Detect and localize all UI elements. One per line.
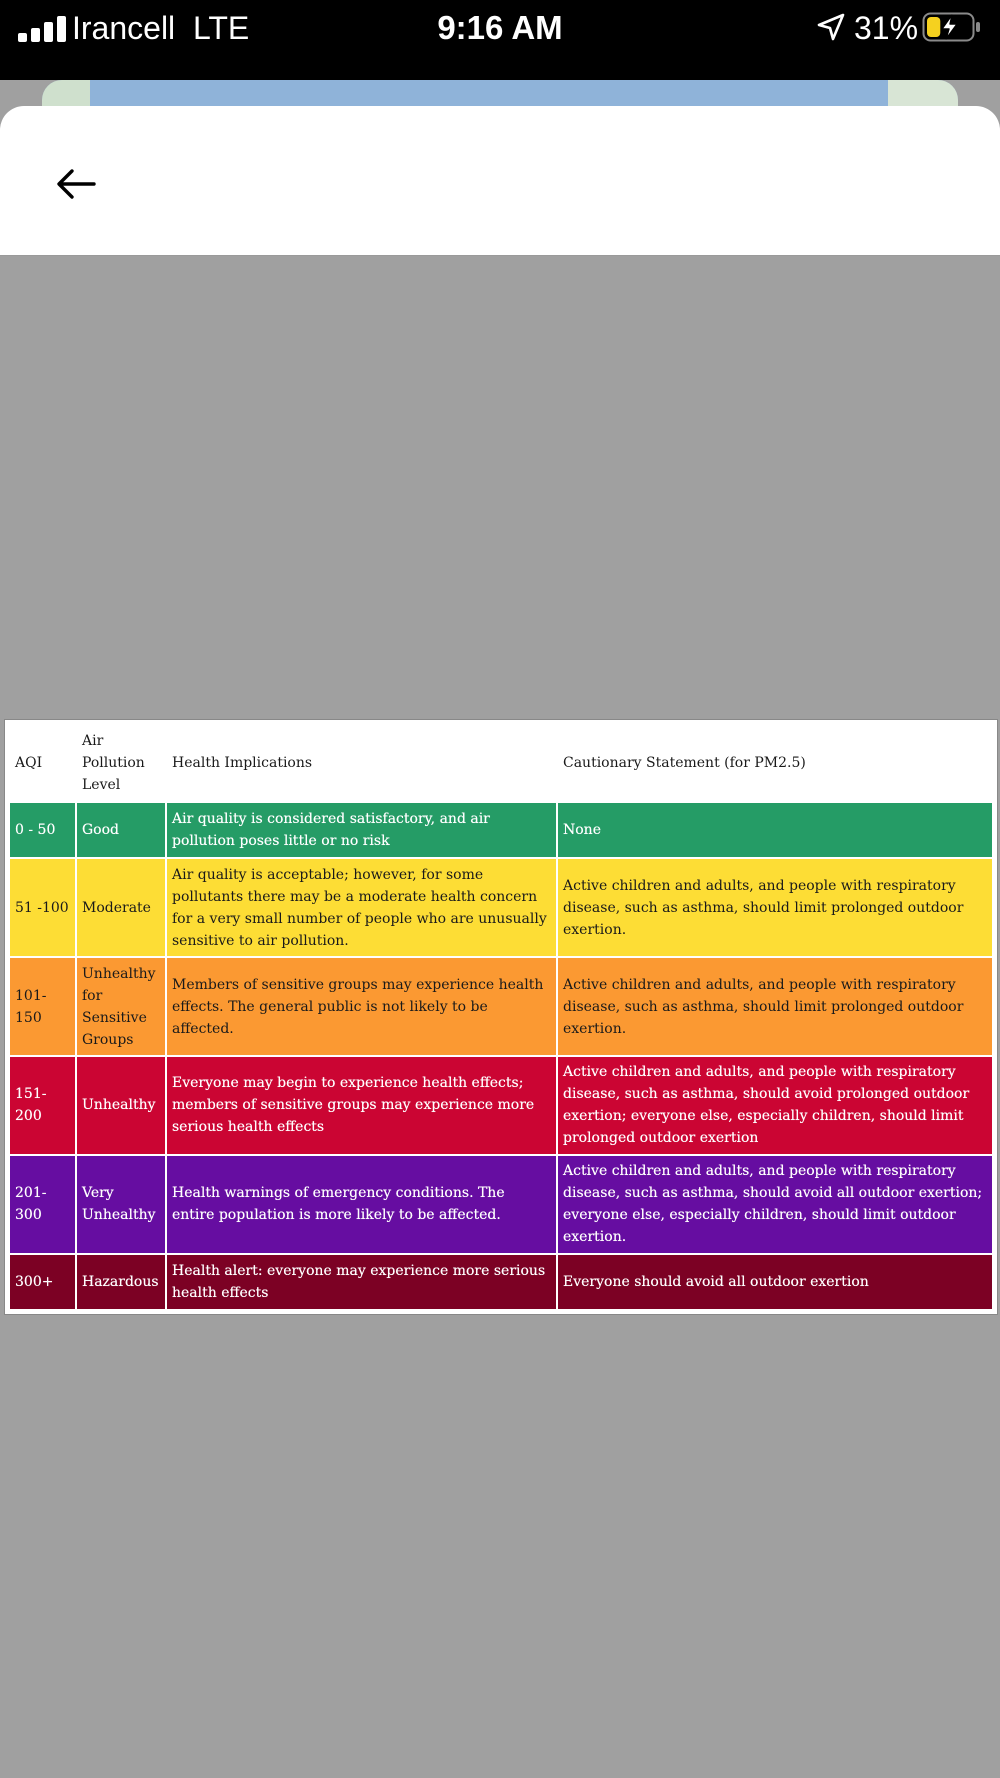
health-implications: Health alert: everyone may experience more serious health effects <box>166 1254 557 1311</box>
aqi-table-image <box>4 719 998 1315</box>
cautionary-statement: Everyone should avoid all outdoor exertion <box>557 1254 993 1311</box>
health-implications: Health warnings of emergency conditions. The entire population is more likely to be affected. <box>166 1155 557 1254</box>
pollution-level: Unhealthy for Sensitive Groups <box>76 957 166 1056</box>
table-row <box>9 957 993 1056</box>
header-caution: Cautionary Statement (for PM2.5) <box>557 724 993 802</box>
cautionary-statement: Active children and adults, and people with respiratory disease, such as asthma, should avoid all outdoor exertion; everyone else, especially children, should limit outdoor exertion. <box>557 1155 993 1254</box>
network-type: LTE <box>192 10 250 46</box>
pollution-level: Unhealthy <box>76 1056 166 1155</box>
cautionary-statement: None <box>557 802 993 858</box>
aqi-range: 101-150 <box>9 957 76 1056</box>
table-row <box>9 858 993 957</box>
location-arrow-icon <box>816 12 846 42</box>
health-implications: Air quality is considered satisfactory, and air pollution poses little or no risk <box>166 802 557 858</box>
pollution-level: Good <box>76 802 166 858</box>
cautionary-statement: Active children and adults, and people with respiratory disease, such as asthma, should limit prolonged outdoor exertion. <box>557 858 993 957</box>
status-bar <box>0 0 1000 80</box>
health-implications: Air quality is acceptable; however, for some pollutants there may be a moderate health concern for a very small number of people who are unusually sensitive to air pollution. <box>166 858 557 957</box>
aqi-table <box>8 723 994 1311</box>
pollution-level: Hazardous <box>76 1254 166 1311</box>
table-row <box>9 1056 993 1155</box>
aqi-range: 0 - 50 <box>9 802 76 858</box>
aqi-range: 201-300 <box>9 1155 76 1254</box>
cautionary-statement: Active children and adults, and people with respiratory disease, such as asthma, should avoid prolonged outdoor exertion; everyone else, especially children, should limit prolonged outdoor exertion <box>557 1056 993 1155</box>
battery-charging-icon <box>922 12 982 42</box>
health-implications: Members of sensitive groups may experience health effects. The general public is not likely to be affected. <box>166 957 557 1056</box>
arrow-left-icon <box>54 167 98 201</box>
battery-percent: 31% <box>854 10 919 46</box>
header-level: Air Pollution Level <box>76 724 166 802</box>
health-implications: Everyone may begin to experience health effects; members of sensitive groups may experience more serious health effects <box>166 1056 557 1155</box>
status-time: 9:16 AM <box>437 9 563 46</box>
table-row <box>9 1254 993 1311</box>
table-row <box>9 802 993 858</box>
sheet-header <box>0 106 1000 256</box>
aqi-range: 300+ <box>9 1254 76 1311</box>
cautionary-statement: Active children and adults, and people with respiratory disease, such as asthma, should limit prolonged outdoor exertion. <box>557 957 993 1056</box>
table-header-row <box>9 724 993 802</box>
pollution-level: Moderate <box>76 858 166 957</box>
table-row <box>9 1155 993 1254</box>
header-health: Health Implications <box>166 724 557 802</box>
header-aqi: AQI <box>9 724 76 802</box>
back-button[interactable] <box>48 156 104 212</box>
aqi-range: 51 -100 <box>9 858 76 957</box>
aqi-range: 151-200 <box>9 1056 76 1155</box>
carrier-name: Irancell <box>72 10 176 46</box>
pollution-level: Very Unhealthy <box>76 1155 166 1254</box>
